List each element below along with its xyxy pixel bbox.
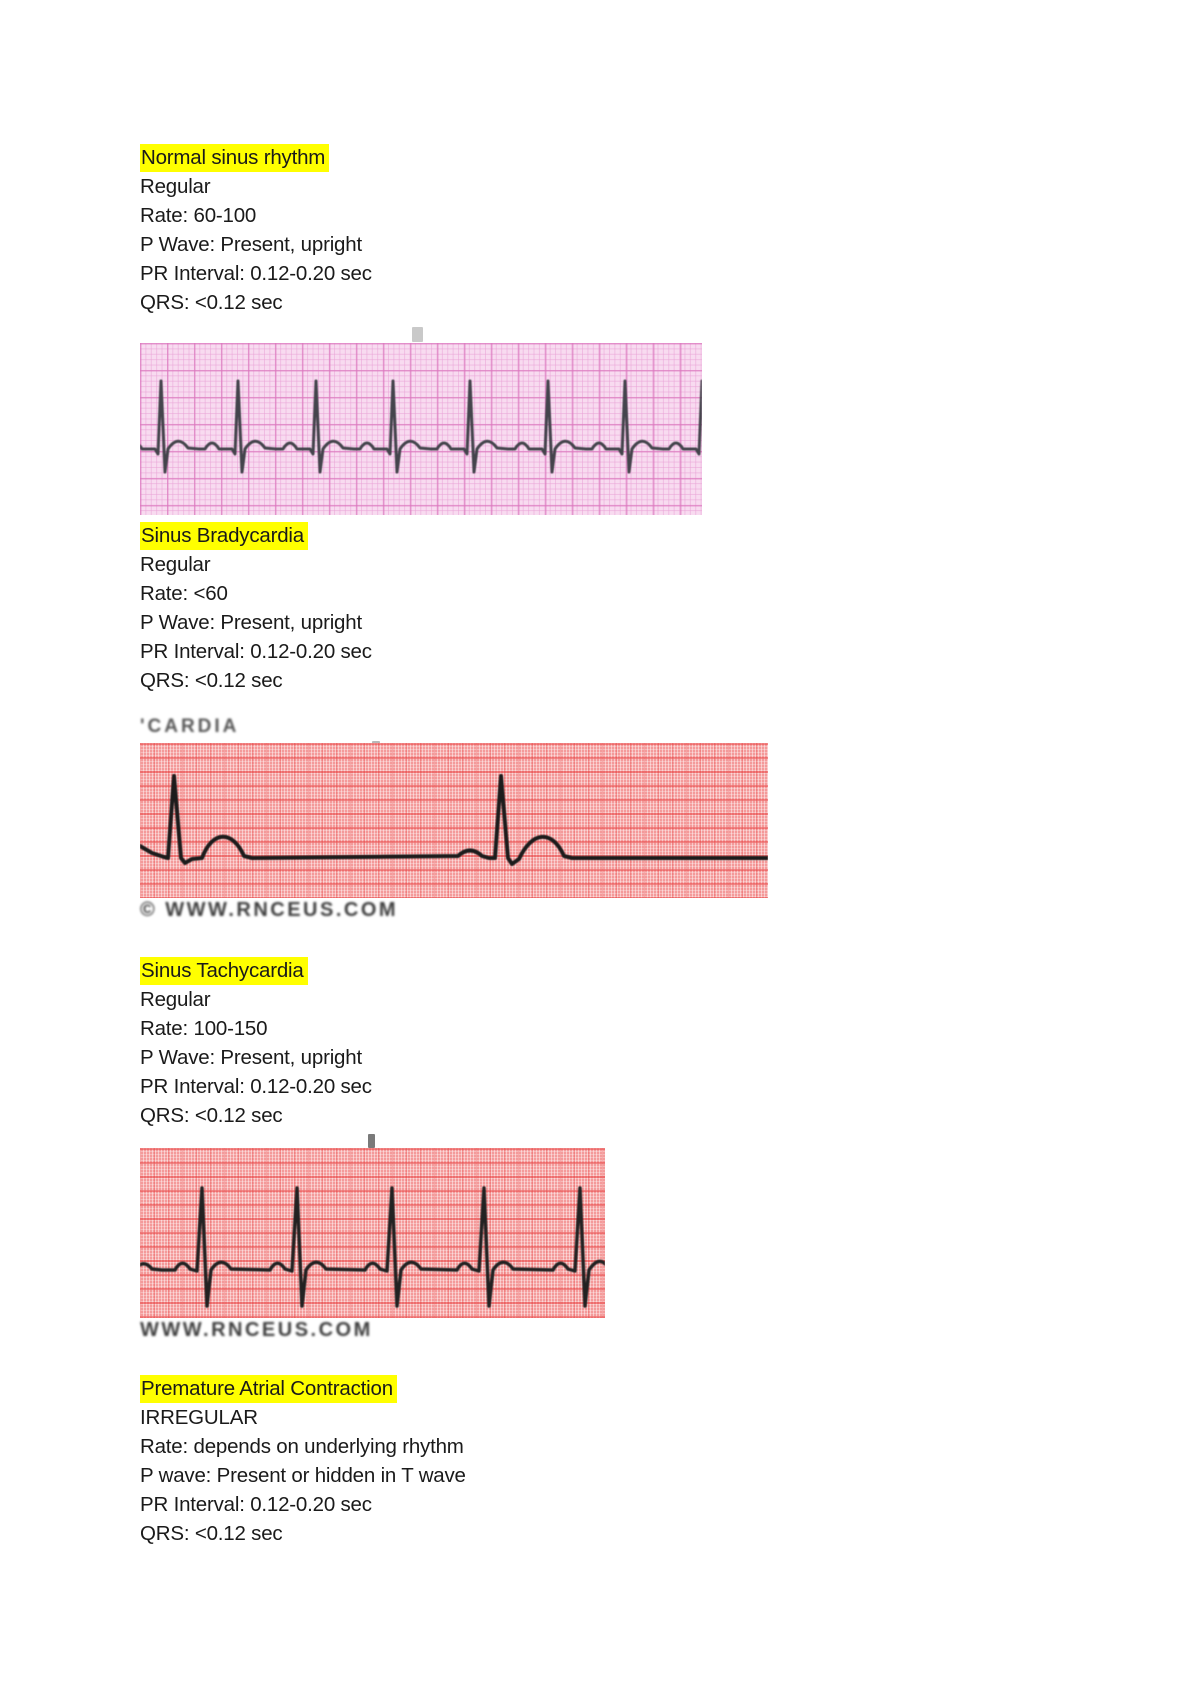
rhythm-regularity-line: Regular — [140, 988, 211, 1011]
ecg-trace-bradycardia — [140, 743, 768, 898]
rhythm-pwave-line: P wave: Present or hidden in T wave — [140, 1464, 466, 1487]
rhythm-pwave-line: P Wave: Present, upright — [140, 1046, 362, 1069]
rhythm-qrs-line: QRS: <0.12 sec — [140, 669, 283, 692]
section-title-highlighted: Premature Atrial Contraction — [140, 1375, 397, 1403]
ecg-image-normal-sinus — [140, 343, 702, 515]
scan-artifact-mark — [412, 327, 423, 342]
ecg-figure-normal-sinus — [140, 327, 1190, 515]
section-title-highlighted: Sinus Bradycardia — [140, 522, 308, 550]
watermark-rnceus-url: WWW.RNCEUS.COM — [140, 1319, 373, 1341]
rhythm-rate-line: Rate: depends on underlying rhythm — [140, 1435, 464, 1458]
rhythm-pwave-line: P Wave: Present, upright — [140, 611, 362, 634]
rhythm-pr-interval-line: PR Interval: 0.12-0.20 sec — [140, 262, 372, 285]
rhythm-rate-line: Rate: 100-150 — [140, 1017, 268, 1040]
section-premature-atrial-contraction — [140, 1374, 1190, 1548]
section-sinus-bradycardia — [140, 521, 1190, 922]
scan-artifact-mark — [368, 1134, 375, 1148]
ecg-trace-normal-sinus — [140, 343, 702, 515]
section-heading — [140, 521, 1190, 550]
section-normal-sinus-rhythm — [140, 143, 1190, 515]
rhythm-pwave-line: P Wave: Present, upright — [140, 233, 362, 256]
rhythm-qrs-line: QRS: <0.12 sec — [140, 291, 283, 314]
section-sinus-tachycardia — [140, 956, 1190, 1342]
watermark-cardia-cropped: 'CARDIA — [140, 716, 240, 737]
section-heading — [140, 956, 1190, 985]
rhythm-rate-line: Rate: <60 — [140, 582, 228, 605]
scan-artifact-row — [140, 327, 1190, 343]
rhythm-regularity-line: Regular — [140, 553, 211, 576]
ecg-figure-tachycardia — [140, 1134, 1190, 1318]
scan-artifact-row — [140, 1134, 1190, 1148]
rhythm-pr-interval-line: PR Interval: 0.12-0.20 sec — [140, 640, 372, 663]
section-title-highlighted: Normal sinus rhythm — [140, 144, 329, 172]
rhythm-rate-line: Rate: 60-100 — [140, 204, 257, 227]
rhythm-regularity-line: Regular — [140, 175, 211, 198]
ecg-image-bradycardia — [140, 743, 768, 898]
ecg-figure-bradycardia — [140, 743, 1190, 898]
rhythm-pr-interval-line: PR Interval: 0.12-0.20 sec — [140, 1493, 372, 1516]
rhythm-regularity-line: IRREGULAR — [140, 1406, 258, 1429]
section-title-highlighted: Sinus Tachycardia — [140, 957, 308, 985]
rhythm-qrs-line: QRS: <0.12 sec — [140, 1522, 283, 1545]
section-heading — [140, 1374, 1190, 1403]
rhythm-pr-interval-line: PR Interval: 0.12-0.20 sec — [140, 1075, 372, 1098]
rhythm-qrs-line: QRS: <0.12 sec — [140, 1104, 283, 1127]
ecg-image-tachycardia — [140, 1148, 605, 1318]
ecg-trace-tachycardia — [140, 1148, 605, 1318]
watermark-rnceus-url: © WWW.RNCEUS.COM — [140, 899, 399, 921]
section-heading — [140, 143, 1190, 172]
